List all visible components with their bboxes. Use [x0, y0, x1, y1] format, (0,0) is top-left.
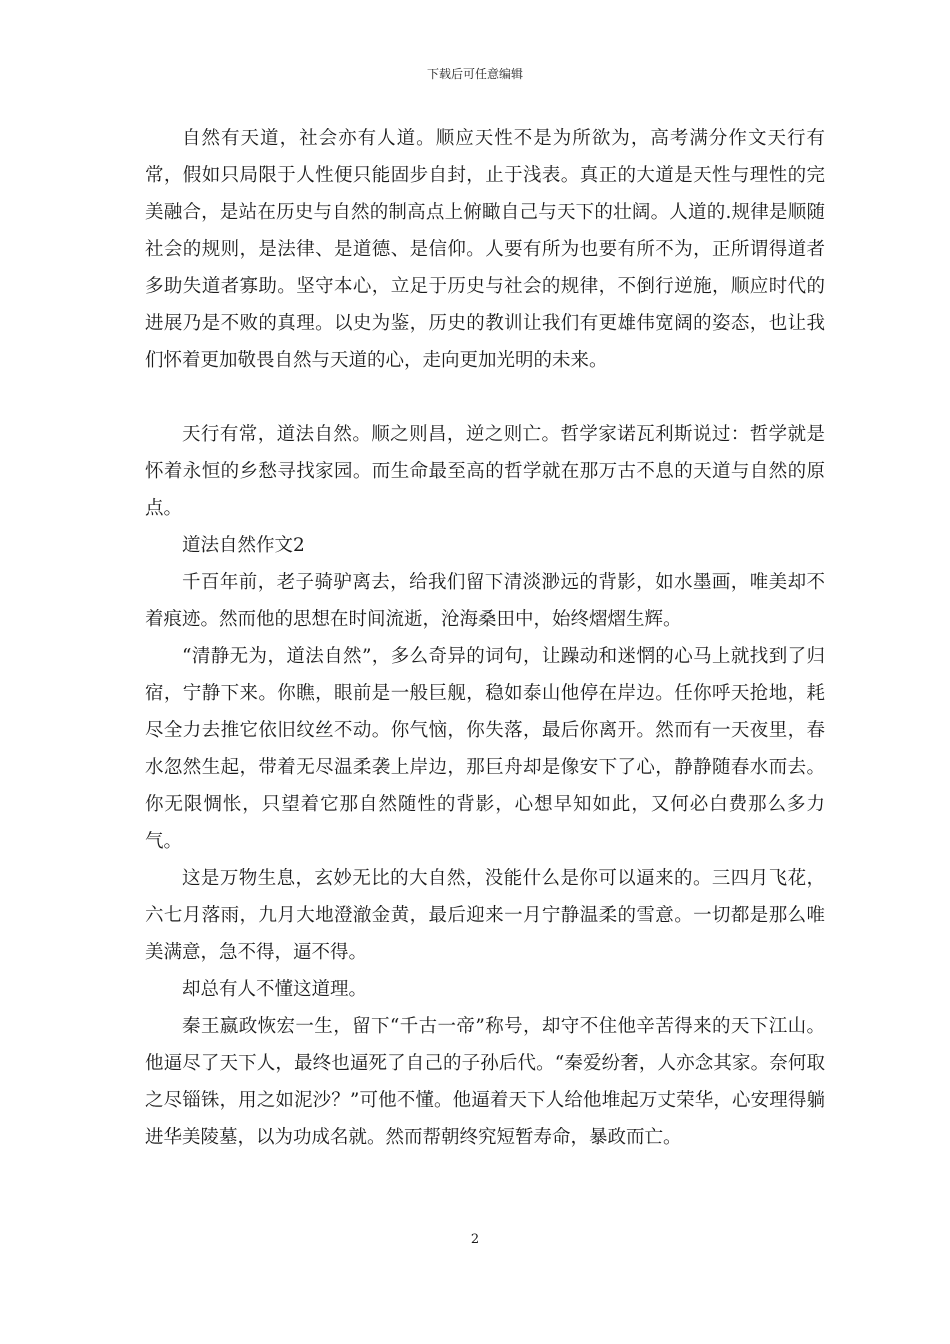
page-number: 2: [470, 1232, 480, 1247]
paragraph: 天行有常，道法自然。顺之则昌，逆之则亡。哲学家诺瓦利斯说过：哲学就是怀着永恒的乡愁寻找家园。而生命最至高的哲学就在那万古不息的天道与自然的原点。: [145, 424, 825, 519]
paragraph: 却总有人不懂这道理。: [182, 979, 368, 1000]
paragraph: 千百年前，老子骑驴离去，给我们留下清淡渺远的背影，如水墨画，唯美却不着痕迹。然而他的思想在时间流逝，沧海桑田中，始终熠熠生辉。: [145, 572, 825, 630]
paragraph: 这是万物生息，玄妙无比的大自然，没能什么是你可以逼来的。三四月飞花，六七月落雨，九月大地澄澈金黄，最后迎来一月宁静温柔的雪意。一切都是那么唯美满意，急不得，逼不得。: [145, 868, 825, 963]
section-heading: 道法自然作文2: [182, 535, 305, 556]
paragraph: 自然有天道，社会亦有人道。顺应天性不是为所欲为，高考满分作文天行有常，假如只局限于人性便只能固步自封，止于浅表。真正的大道是天性与理性的完美融合，是站在历史与自然的制高点上俯瞰自己与天下的壮阔。人道的.规律是顺随社会的规则，是法律、是道德、是信仰。人要有所为也要有所不为，正所谓得道者多助失道者寡助。坚守本心，立足于历史与社会的规律，不倒行逆施，顺应时代的进展乃是不败的真理。以史为鉴，历史的教训让我们有更雄伟宽阔的姿态，也让我们怀着更加敬畏自然与天道的心，走向更加光明的未来。: [145, 128, 825, 371]
paragraph: 秦王嬴政恢宏一生，留下“千古一帝”称号，却守不住他辛苦得来的天下江山。他逼尽了天下人，最终也逼死了自己的子孙后代。“秦爱纷奢，人亦念其家。奈何取之尽锱铢，用之如泥沙？”可他不懂。他逼着天下人给他堆起万丈荣华，心安理得躺进华美陵墓，以为功成名就。然而帮朝终究短暂寿命，暴政而亡。: [145, 1016, 825, 1148]
page-header: 下载后可任意编辑: [426, 67, 523, 81]
paragraph: “清静无为，道法自然”，多么奇异的词句，让躁动和迷惘的心马上就找到了归宿，宁静下来。你瞧，眼前是一般巨舰，稳如泰山他停在岸边。任你呼天抢地，耗尽全力去推它依旧纹丝不动。你气恼，你失落，最后你离开。然而有一天夜里，春水忽然生起，带着无尽温柔袭上岸边，那巨舟却是像安下了心，静静随春水而去。你无限惆怅，只望着它那自然随性的背影，心想早知如此，又何必白费那么多力气。: [145, 646, 825, 852]
document-body: [145, 120, 825, 1156]
